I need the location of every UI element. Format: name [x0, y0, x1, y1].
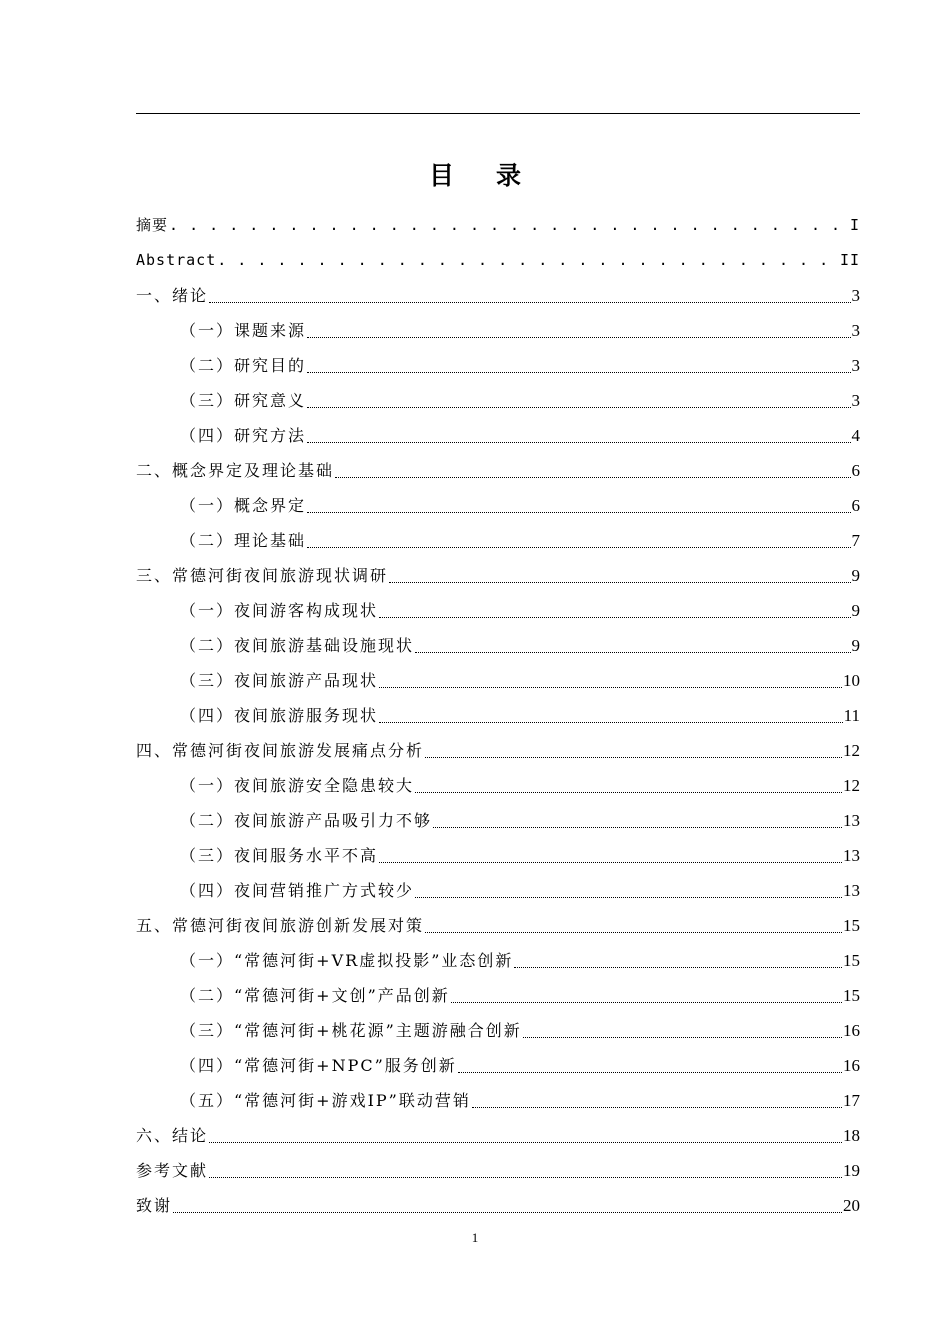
toc-entry-page: 13	[843, 846, 860, 865]
toc-entry-title: （五）“常德河街+游戏IP”联动营销	[180, 1091, 471, 1110]
toc-entry-title: （二）“常德河街+文创”产品创新	[180, 986, 450, 1005]
toc-entry[interactable]	[136, 663, 860, 698]
toc-dot-leader	[425, 931, 842, 933]
toc-entry-title: 参考文献	[136, 1161, 209, 1180]
toc-entry-page: 17	[843, 1091, 860, 1110]
toc-dot-leader	[472, 1106, 842, 1108]
title-char-2: 录	[496, 161, 522, 190]
toc-dot-leader	[209, 301, 850, 303]
toc-dot-leader	[335, 476, 850, 478]
toc-dot-leader	[433, 826, 842, 828]
toc-dot-leader	[173, 1211, 842, 1213]
toc-dot-leader	[458, 1071, 842, 1073]
toc-entry-page: 12	[843, 776, 860, 795]
toc-entry-title: （四）研究方法	[180, 426, 307, 445]
toc-entry-page: 3	[851, 286, 860, 305]
toc-entry-page: 7	[851, 531, 860, 550]
toc-entry-title: （一）“常德河街+VR虚拟投影”业态创新	[180, 951, 514, 970]
toc-entry-page: 16	[843, 1056, 860, 1075]
toc-entry[interactable]	[136, 1153, 860, 1188]
table-of-contents	[136, 208, 860, 1223]
toc-entry-page: 15	[843, 916, 860, 935]
toc-entry[interactable]	[136, 383, 860, 418]
toc-entry-page: 19	[843, 1161, 860, 1180]
toc-entry-title: （三）“常德河街+桃花源”主题游融合创新	[180, 1021, 522, 1040]
toc-entry[interactable]	[136, 768, 860, 803]
toc-entry-title: （一）课题来源	[180, 321, 307, 340]
page-title	[0, 156, 950, 192]
toc-entry-page: 11	[843, 706, 860, 725]
toc-entry-title: （一）概念界定	[180, 496, 307, 515]
toc-entry-title: （二）夜间旅游产品吸引力不够	[180, 811, 433, 830]
title-char-1: 目	[428, 161, 454, 190]
toc-entry[interactable]	[136, 1118, 860, 1153]
header-rule	[136, 113, 860, 114]
toc-entry[interactable]	[136, 243, 860, 278]
toc-entry[interactable]	[136, 1188, 860, 1223]
toc-entry-page: 9	[851, 601, 860, 620]
toc-dot-leader	[425, 756, 842, 758]
toc-entry[interactable]	[136, 1083, 860, 1118]
toc-entry-title: 四、常德河街夜间旅游发展痛点分析	[136, 741, 425, 760]
toc-entry-title: （二）理论基础	[180, 531, 307, 550]
toc-dot-leader	[415, 651, 850, 653]
toc-dot-leader	[451, 1001, 842, 1003]
toc-dot-leader	[307, 406, 850, 408]
toc-dot-leader	[379, 616, 850, 618]
toc-entry-title: 一、绪论	[136, 286, 209, 305]
toc-entry-page: 6	[851, 461, 860, 480]
toc-dot-leader	[217, 243, 839, 278]
toc-entry-page: I	[849, 216, 860, 234]
toc-dot-leader	[514, 966, 842, 968]
toc-entry-title: （一）夜间旅游安全隐患较大	[180, 776, 415, 795]
toc-dot-leader	[379, 721, 843, 723]
toc-entry-title: Abstract	[136, 251, 217, 269]
toc-entry-title: （四）夜间营销推广方式较少	[180, 881, 415, 900]
toc-entry-page: 13	[843, 881, 860, 900]
toc-dot-leader	[389, 581, 850, 583]
toc-dot-leader	[307, 371, 850, 373]
toc-entry-title: 三、常德河街夜间旅游现状调研	[136, 566, 389, 585]
toc-entry[interactable]	[136, 313, 860, 348]
toc-entry[interactable]	[136, 208, 860, 243]
toc-entry-page: 12	[843, 741, 860, 760]
toc-entry-page: 9	[851, 636, 860, 655]
toc-entry[interactable]	[136, 908, 860, 943]
toc-entry[interactable]	[136, 943, 860, 978]
toc-entry-page: 3	[851, 321, 860, 340]
toc-dot-leader	[169, 208, 849, 243]
toc-entry-title: （三）夜间旅游产品现状	[180, 671, 379, 690]
toc-entry[interactable]	[136, 523, 860, 558]
toc-entry-page: 20	[843, 1196, 860, 1215]
toc-entry[interactable]	[136, 628, 860, 663]
toc-entry[interactable]	[136, 348, 860, 383]
toc-dot-leader	[209, 1176, 842, 1178]
toc-dot-leader	[415, 791, 842, 793]
toc-entry-page: 3	[851, 391, 860, 410]
toc-entry-page: 15	[843, 986, 860, 1005]
toc-entry[interactable]	[136, 838, 860, 873]
toc-entry-page: 15	[843, 951, 860, 970]
toc-entry[interactable]	[136, 488, 860, 523]
toc-entry-page: 18	[843, 1126, 860, 1145]
toc-dot-leader	[415, 896, 842, 898]
toc-entry-title: （四）“常德河街+NPC”服务创新	[180, 1056, 457, 1075]
toc-dot-leader	[379, 861, 842, 863]
toc-entry-title: 摘要	[136, 216, 169, 234]
toc-entry[interactable]	[136, 873, 860, 908]
toc-entry-title: （三）研究意义	[180, 391, 307, 410]
toc-dot-leader	[307, 511, 850, 513]
toc-entry[interactable]	[136, 558, 860, 593]
toc-entry-title: （二）夜间旅游基础设施现状	[180, 636, 415, 655]
toc-dot-leader	[523, 1036, 842, 1038]
toc-entry-page: 9	[851, 566, 860, 585]
toc-entry[interactable]	[136, 733, 860, 768]
toc-entry-page: II	[839, 251, 860, 269]
toc-entry[interactable]	[136, 1048, 860, 1083]
toc-entry-page: 6	[851, 496, 860, 515]
toc-entry-title: 致谢	[136, 1196, 173, 1215]
toc-entry-page: 13	[843, 811, 860, 830]
page-number: 1	[471, 1230, 479, 1245]
toc-entry-page: 16	[843, 1021, 860, 1040]
toc-dot-leader	[307, 441, 850, 443]
toc-entry[interactable]	[136, 453, 860, 488]
toc-entry[interactable]	[136, 593, 860, 628]
toc-entry[interactable]	[136, 1013, 860, 1048]
toc-entry-page: 10	[843, 671, 860, 690]
toc-dot-leader	[307, 546, 850, 548]
toc-entry-title: 五、常德河街夜间旅游创新发展对策	[136, 916, 425, 935]
toc-entry[interactable]	[136, 278, 860, 313]
toc-entry-title: （一）夜间游客构成现状	[180, 601, 379, 620]
toc-entry[interactable]	[136, 698, 860, 733]
toc-entry-page: 4	[851, 426, 860, 445]
toc-entry-title: 二、概念界定及理论基础	[136, 461, 335, 480]
toc-entry-title: （四）夜间旅游服务现状	[180, 706, 379, 725]
toc-entry[interactable]	[136, 978, 860, 1013]
toc-entry-title: 六、结论	[136, 1126, 209, 1145]
toc-entry-page: 3	[851, 356, 860, 375]
toc-entry-title: （二）研究目的	[180, 356, 307, 375]
toc-entry[interactable]	[136, 418, 860, 453]
toc-dot-leader	[307, 336, 850, 338]
toc-entry[interactable]	[136, 803, 860, 838]
toc-dot-leader	[209, 1141, 842, 1143]
toc-dot-leader	[379, 686, 842, 688]
toc-entry-title: （三）夜间服务水平不高	[180, 846, 379, 865]
